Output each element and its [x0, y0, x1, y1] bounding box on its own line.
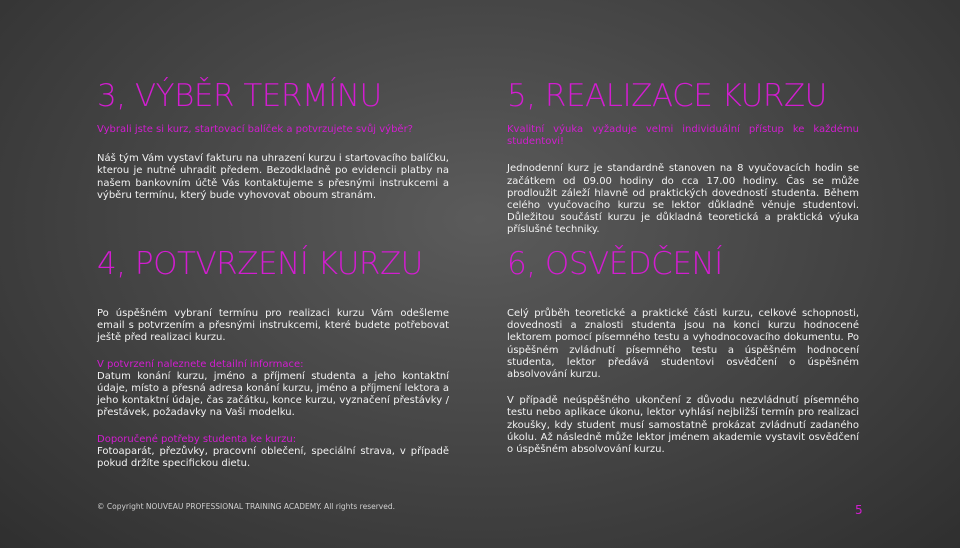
section-heading: 3, VÝBĚR TERMÍNU — [97, 78, 382, 114]
student-needs-label: Doporučené potřeby studenta ke kurzu: — [97, 433, 297, 445]
footer-copyright: © Copyright NOUVEAU PROFESSIONAL TRAINING ACADEMY. All rights reserved. — [97, 502, 395, 511]
section-osvedceni — [507, 244, 859, 456]
section-paragraph: V případě neúspěšného ukončení z důvodu nezvládnutí písemného testu nebo aplikace úkonu, lektor vyhlásí nejbližší termín pro realizaci zkoušky, kdy student musí samostatně prokázat zvládnutí zadaného úkolu. Až následně může lektor jménem akademie vystavit osvědčení o úspěšném absolvování kurzu. — [507, 395, 859, 456]
section-intro: Kvalitní výuka vyžaduje velmi individuální přístup ke každému studentovi! — [507, 124, 859, 148]
section-heading: 5, REALIZACE KURZU — [507, 78, 827, 114]
section-heading: 6, OSVĚDČENÍ — [507, 246, 723, 282]
section-paragraph: Náš tým Vám vystaví fakturu na uhrazení kurzu i startovacího balíčku, kterou je nutné uhradit předem. Bezodkladně po evidencii platby na našem bankovním účtě Vás kontaktujeme s přesnými instrukcemi a výběru termínu, který bude vyhovovat oboum stranám. — [97, 153, 449, 201]
detail-info-text: Datum konání kurzu, jméno a příjmení studenta a jeho kontaktní údaje, místo a přesná adresa konání kurzu, jméno a příjmení lektora a jeho kontaktní údaje, čas začátku, konce kurzu, vyznačení přestávky / přestávek, požadavky na Vaši modelku. — [97, 370, 449, 419]
section-potvrzeni-kurzu — [97, 244, 449, 470]
section-vyber-terminu — [97, 76, 449, 202]
student-needs-text: Fotoaparát, přezůvky, pracovní oblečení, speciální strava, v případě pokud držíte specifickou dietu. — [97, 445, 449, 470]
section-heading: 4, POTVRZENÍ KURZU — [97, 246, 423, 282]
section-paragraph: Jednodenní kurz je standardně stanoven na 8 vyučovacích hodin se začátkem od 09.00 hodiny do cca 17.00 hodiny. Čas se může prodloužit záleží hlavně od praktických dovedností studenta. Během celého vyučovacího kurzu se lektor důkladně věnuje studentovi. Důležitou součástí kurzu je důkladná teoretická a praktická výuka příslušné techniky. — [507, 163, 859, 236]
page-number: 5 — [855, 503, 863, 517]
section-realizace-kurzu — [507, 76, 859, 237]
section-intro: Vybrali jste si kurz, startovací balíček a potvrzujete svůj výběr? — [97, 124, 413, 135]
section-paragraph: Po úspěšném vybraní termínu pro realizaci kurzu Vám odešleme email s potvrzením a přesnými instrukcemi, které budete potřebovat ještě před realizaci kurzu. — [97, 308, 449, 344]
detail-info-label: V potvrzení naleznete detailní informace: — [97, 358, 304, 370]
section-paragraph: Celý průběh teoretické a praktické části kurzu, celkové schopnosti, dovednosti a znalosti studenta jsou na konci kurzu hodnocené lektorem pomocí písemného testu a vyhodnocovacího dokumentu. Po úspěšném zvládnutí písemného testu a úspěšném hodnocení studenta, lektor předává studentovi osvědčení o úspěšném absolvování kurzu. — [507, 308, 859, 381]
